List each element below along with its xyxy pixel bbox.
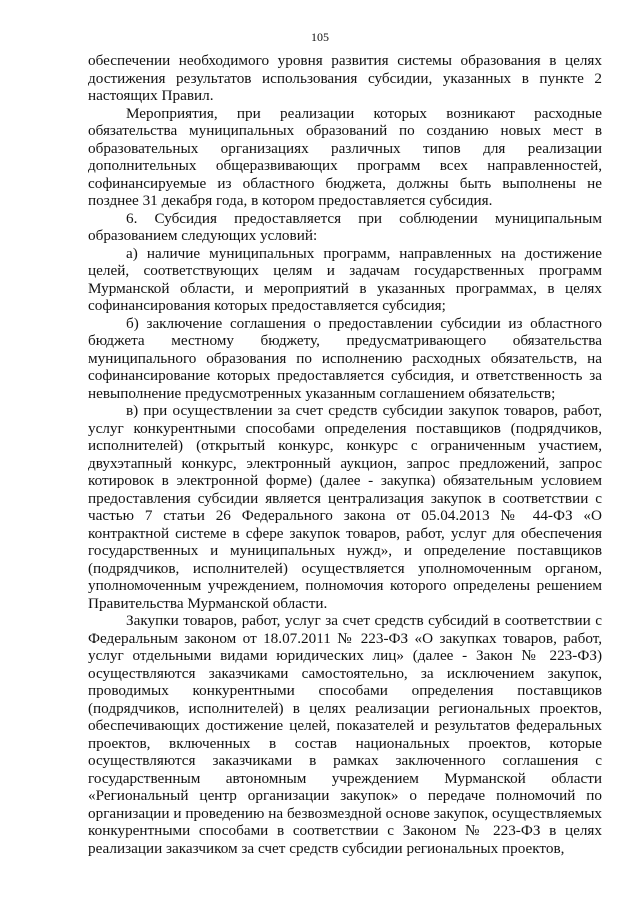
page-number: 105	[311, 30, 329, 44]
paragraph-condition-a: а) наличие муниципальных программ, направленных на достижение целей, соответствующих целям и задачам государственных программ Мурманской области, и мероприятий в указанных программах, в целях софинансирования которых предоставляется субсидия;	[88, 244, 602, 314]
paragraph-procurement: Закупки товаров, работ, услуг за счет средств субсидий в соответствии с Федеральным законом от 18.07.2011 № 223-ФЗ «О закупках товаров, работ, услуг отдельными видами юридических лиц» (далее - Закон № 223-ФЗ) осуществляются заказчиками самостоятельно, за исключением закупок, проводимых конкурентными способами определения поставщиков (подрядчиков, исполнителей) в целях реализации региональных проектов, обеспечивающих достижение целей, показателей и результатов федеральных проектов, включенных в состав национальных проектов, которые осуществляются заказчиками в рамках заключенного соглашения с государственным автономным учреждением Мурманской области «Региональный центр организации закупок» о передаче полномочий по организации и проведению на безвозмездной основе закупок, осуществляемых конкурентными способами в соответствии с Законом № 223-ФЗ в целях реализации заказчиком за счет средств субсидии региональных проектов,	[88, 612, 602, 857]
paragraph-condition-b: б) заключение соглашения о предоставлении субсидии из областного бюджета местному бюджету, предусматривающего обязательства муниципального образования по исполнению расходных обязательств, на софинансирование которых предоставляется субсидия, и ответственность за невыполнение предусмотренных указанным соглашением обязательств;	[88, 314, 602, 402]
paragraph-continuation: обеспечении необходимого уровня развития системы образования в целях достижения результатов использования субсидии, указанных в пункте 2 настоящих Правил.	[88, 52, 602, 104]
paragraph-activities-deadline: Мероприятия, при реализации которых возникают расходные обязательства муниципальных образований по созданию новых мест в образовательных организациях различных типов для реализации дополнительных общеразвивающих программ всех направленностей, софинансируемые из областного бюджета, должны быть выполнены не позднее 31 декабря года, в котором предоставляется субсидия.	[88, 104, 602, 209]
paragraph-condition-c: в) при осуществлении за счет средств субсидии закупок товаров, работ, услуг конкурентными способами определения поставщиков (подрядчиков, исполнителей) (открытый конкурс, конкурс с ограниченным участием, двухэтапный конкурс, электронный аукцион, запрос предложений, запрос котировок в электронной форме) (далее - закупка) обязательным условием предоставления субсидии является централизация закупок в соответствии с частью 7 статьи 26 Федерального закона от 05.04.2013 № 44-ФЗ «О контрактной системе в сфере закупок товаров, работ, услуг для обеспечения государственных и муниципальных нужд», и определение поставщиков (подрядчиков, исполнителей) осуществляется уполномоченным органом, уполномоченным учреждением, полномочия которого определены решением Правительства Мурманской области.	[88, 402, 602, 612]
paragraph-item-6: 6. Субсидия предоставляется при соблюдении муниципальным образованием следующих условий:	[88, 209, 602, 244]
document-body	[88, 52, 602, 857]
